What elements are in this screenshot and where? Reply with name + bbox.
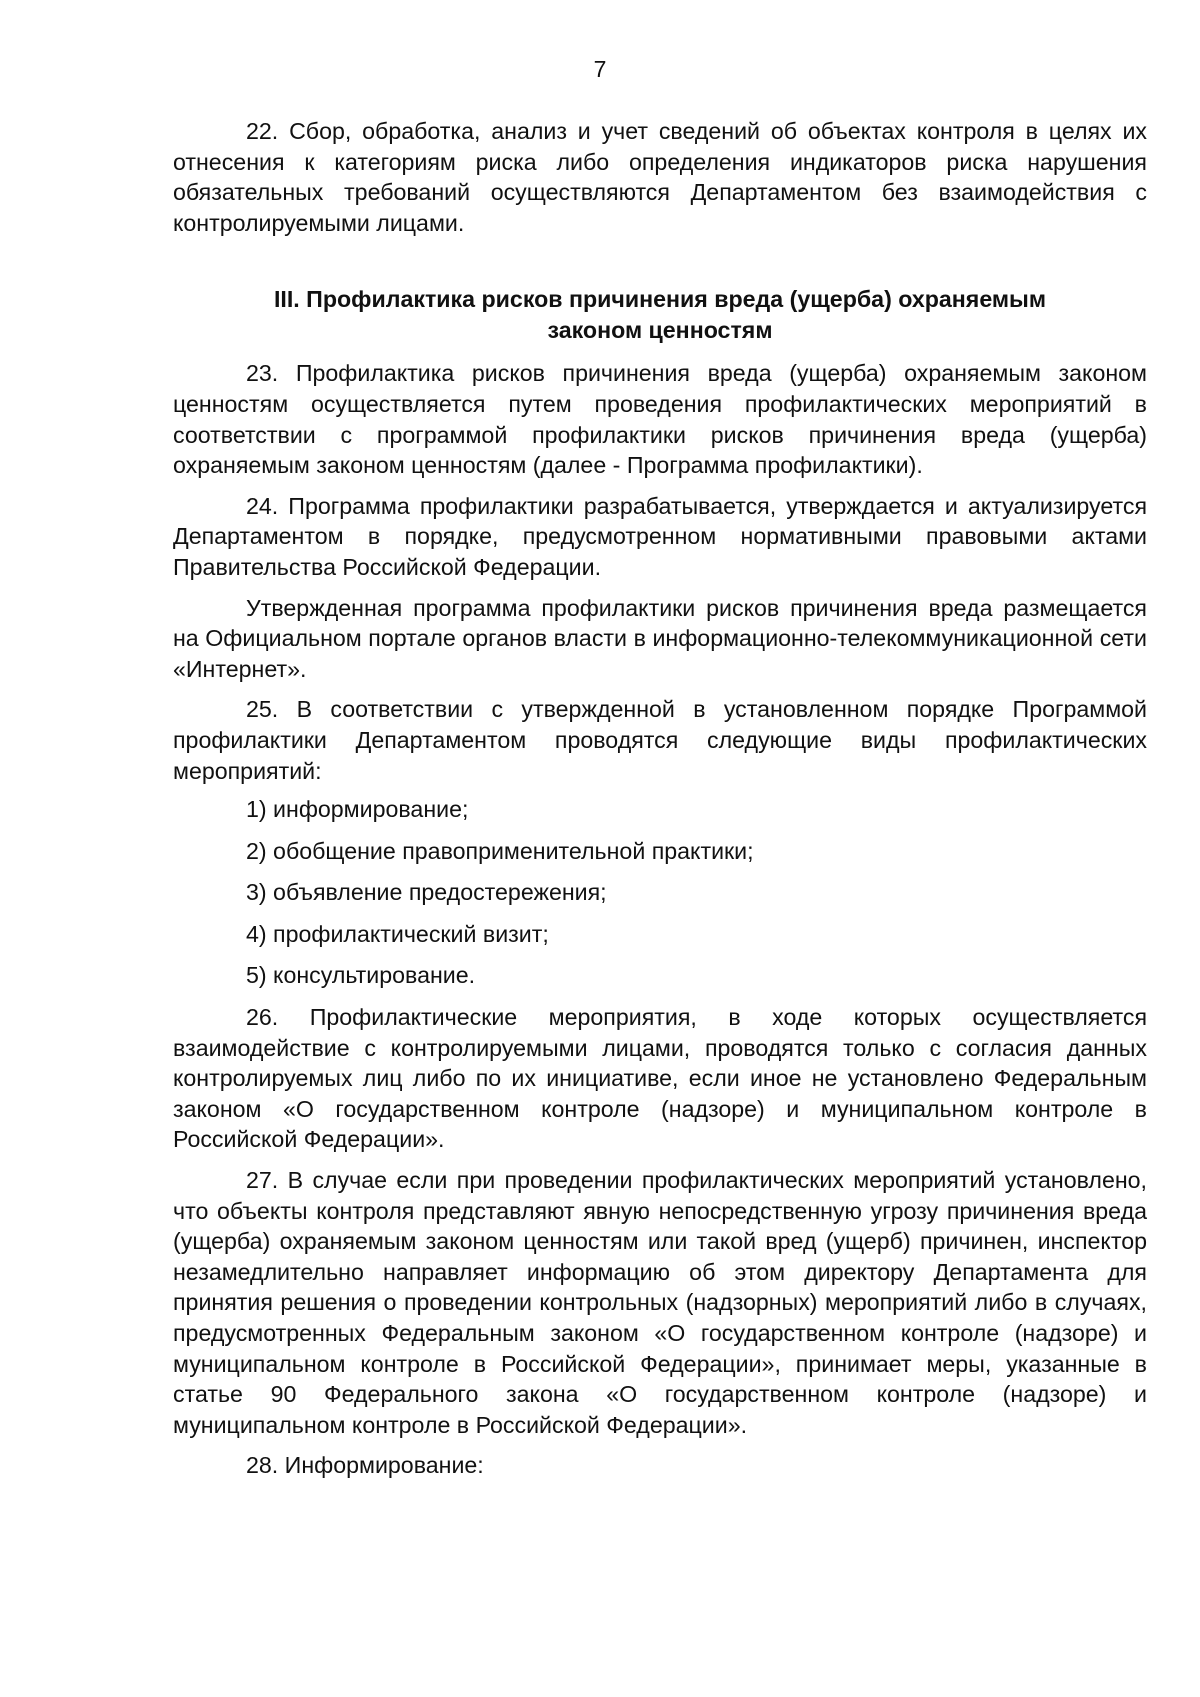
section-heading-line-2: законом ценностям [547,317,773,344]
paragraph-26: 26. Профилактические мероприятия, в ходе которых осуществляется взаимодействие с контролируемыми лицами, проводятся только с согласия данных контролируемых лиц либо по их инициативе, если иное не установлено Федеральным законом «О государственном контроле (надзоре) и муниципальном контроле в Российской Федерации». [173,1004,1147,1153]
page-number: 7 [593,56,607,82]
document-body [173,116,1147,1491]
paragraph-28: 28. Информирование: [246,1452,484,1479]
list-item: 5) консультирование. [246,962,476,989]
paragraph-23: 23. Профилактика рисков причинения вреда (ущерба) охраняемым законом ценностям осуществляется путем проведения профилактических мероприятий в соответствии с программой профилактики рисков причинения вреда (ущерба) охраняемым законом ценностям (далее - Программа профилактики). [173,360,1147,479]
paragraph-27: 27. В случае если при проведении профилактических мероприятий установлено, что объекты контроля представляют явную непосредственную угрозу причинения вреда (ущерба) охраняемым законом ценностям или такой вред (ущерб) причинен, инспектор незамедлительно направляет информацию об этом директору Департамента для принятия решения о проведении контрольных (надзорных) мероприятий либо в случаях, предусмотренных Федеральным законом «О государственном контроле (надзоре) и муниципальном контроле в Российской Федерации», принимает меры, указанные в статье 90 Федерального закона «О государственном контроле (надзоре) и муниципальном контроле в Российской Федерации». [173,1167,1147,1438]
list-item: 2) обобщение правоприменительной практики; [246,837,754,864]
paragraph-22: 22. Сбор, обработка, анализ и учет сведений об объектах контроля в целях их отнесения к категориям риска либо определения индикаторов риска нарушения обязательных требований осуществляются Департаментом без взаимодействия с контролируемыми лицами. [173,118,1147,236]
list-item: 1) информирование; [246,796,469,823]
section-heading [173,284,1147,346]
section-heading-line-1: III. Профилактика рисков причинения вреда (ущерба) охраняемым [273,286,1047,313]
paragraph-24: 24. Программа профилактики разрабатывается, утверждается и актуализируется Департаментом в порядке, предусмотренном нормативными правовыми актами Правительства Российской Федерации. [173,492,1147,580]
list-item: 3) объявление предостережения; [246,879,607,906]
paragraph-program-published: Утвержденная программа профилактики рисков причинения вреда размещается на Официальном портале органов власти в информационно-телекоммуникационной сети «Интернет». [173,594,1147,682]
list-item: 4) профилактический визит; [246,920,549,947]
paragraph-25: 25. В соответствии с утвержденной в установленном порядке Программой профилактики Департаментом проводятся следующие виды профилактических мероприятий: [173,696,1147,784]
